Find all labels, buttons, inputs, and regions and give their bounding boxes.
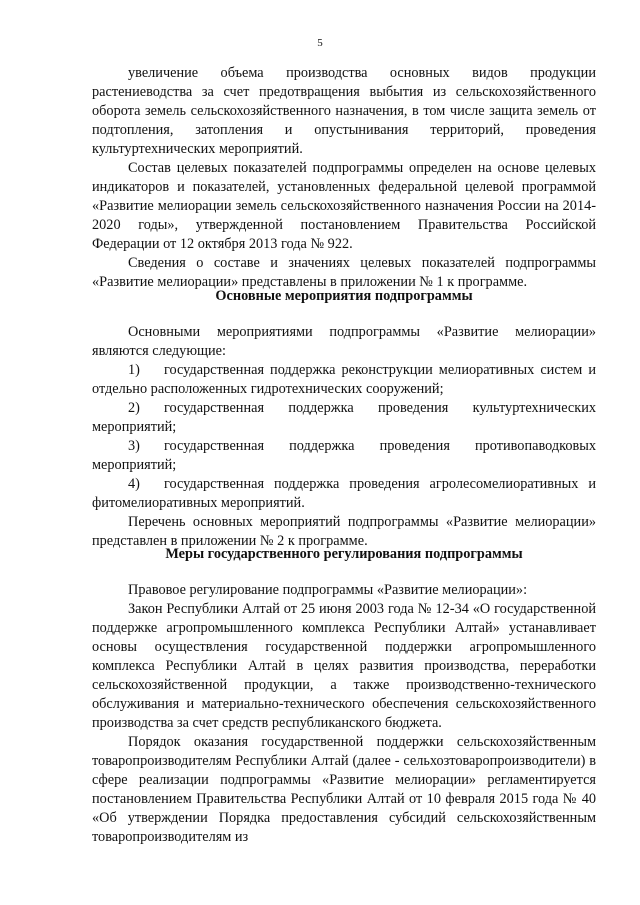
page-number: 5 bbox=[317, 37, 323, 49]
paragraph-5: Перечень основных мероприятий подпрограммы «Развитие мелиорации» представлен в приложении № 2 к программе. bbox=[92, 514, 596, 549]
list-item: 3) государственная поддержка проведения противопаводковых мероприятий; bbox=[92, 438, 596, 473]
list-item: 2) государственная поддержка проведения культуртехнических мероприятий; bbox=[92, 400, 596, 435]
paragraph-6: Правовое регулирование подпрограммы «Развитие мелиорации»: bbox=[128, 582, 528, 598]
heading-main-measures: Основные мероприятия подпрограммы bbox=[215, 288, 473, 304]
section-regulation bbox=[92, 545, 596, 564]
paragraph-2: Состав целевых показателей подпрограммы определен на основе целевых индикаторов и показателей, установленных федеральной целевой программой «Развитие мелиорации земель сельскохозяйственного назначения России на 2014-2020 годы», утвержденной постановлением Правительства Российской Федерации от 12 октября 2013 года № 922. bbox=[92, 160, 596, 252]
section-measures bbox=[92, 287, 596, 306]
section-measures-list bbox=[92, 323, 596, 551]
list-item: 1) государственная поддержка реконструкции мелиоративных систем и отдельно расположенных гидротехнических сооружений; bbox=[92, 362, 596, 397]
heading-regulation: Меры государственного регулирования подпрограммы bbox=[165, 546, 523, 562]
paragraph-7: Закон Республики Алтай от 25 июня 2003 года № 12-34 «О государственной поддержке агропромышленного комплекса Республики Алтай» устанавливает основы осуществления государственной поддержки агропромышленного комплекса Республики Алтай в целях развития производства, переработки сельскохозяйственной продукции, а также производственно-технического обслуживания и материально-технического обеспечения сельскохозяйственного производства за счет средств республиканского бюджета. bbox=[92, 601, 596, 731]
section-intro bbox=[92, 64, 596, 292]
section-regulation-body bbox=[92, 581, 596, 847]
paragraph-1: увеличение объема производства основных видов продукции растениеводства за счет предотвращения выбытия из сельскохозяйственного оборота земель сельскохозяйственного назначения, в том числе защита земель от подтопления, затопления и опустынивания территорий, проведения культуртехнических мероприятий. bbox=[92, 65, 596, 157]
list-item: 4) государственная поддержка проведения агролесомелиоративных и фитомелиоративных мероприятий. bbox=[92, 476, 596, 511]
paragraph-8: Порядок оказания государственной поддержки сельскохозяйственным товаропроизводителям Республики Алтай (далее - сельхозтоваропроизводители) в сфере реализации подпрограммы «Развитие мелиорации» регламентируется постановлением Правительства Республики Алтай от 10 февраля 2015 года № 40 «Об утверждении Порядка предоставления субсидий сельскохозяйственным товаропроизводителям из bbox=[92, 734, 596, 845]
paragraph-3: Сведения о составе и значениях целевых показателей подпрограммы «Развитие мелиорации» представлены в приложении № 1 к программе. bbox=[92, 255, 596, 290]
paragraph-4: Основными мероприятиями подпрограммы «Развитие мелиорации» являются следующие: bbox=[92, 324, 596, 359]
